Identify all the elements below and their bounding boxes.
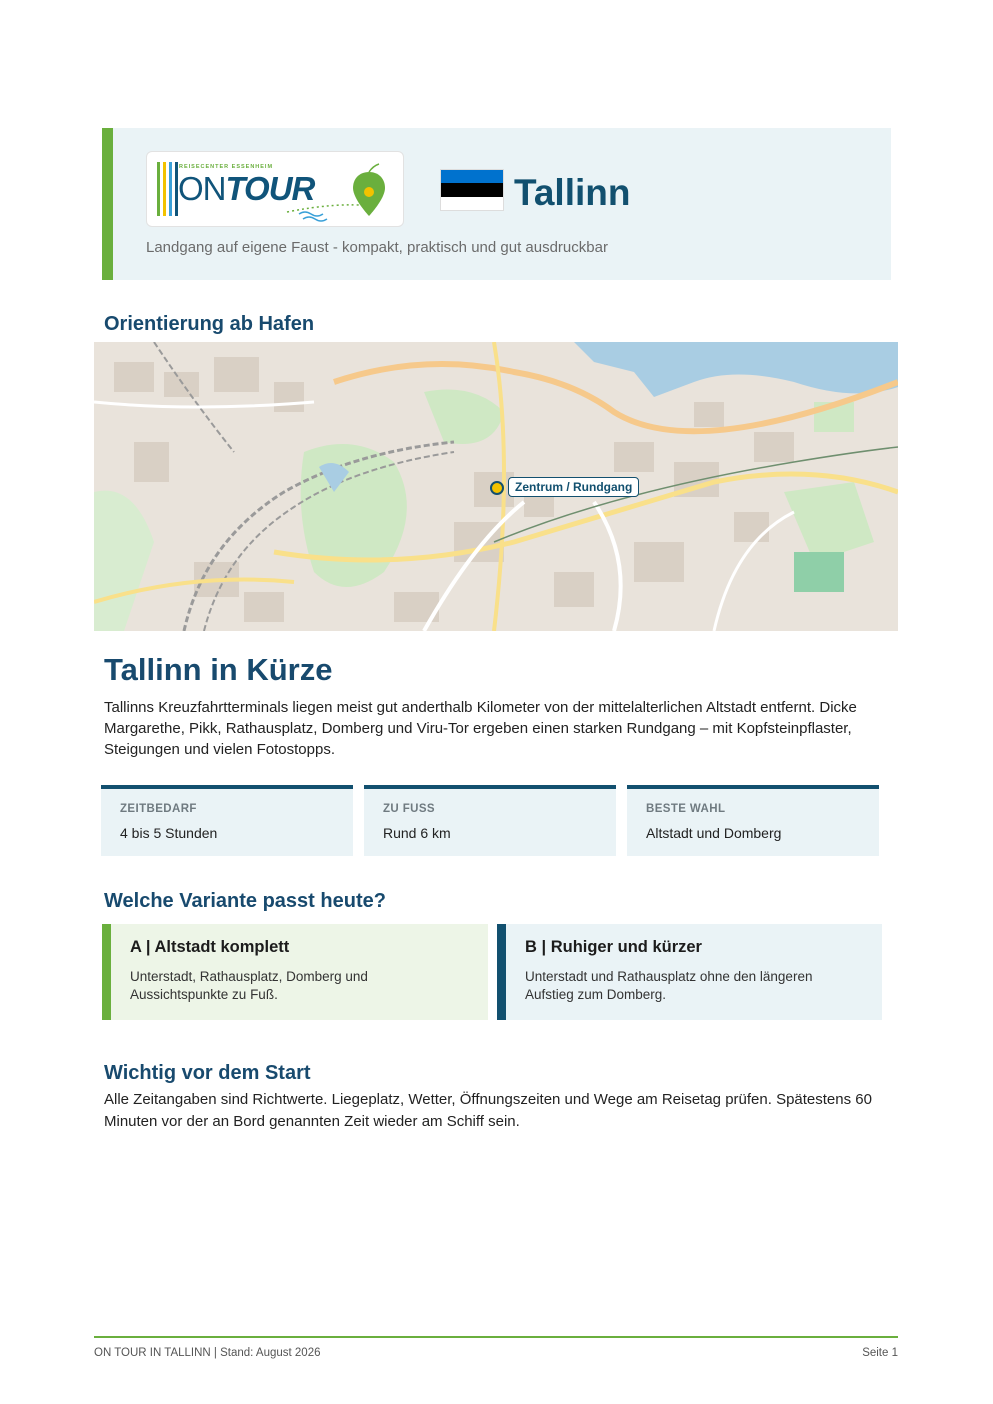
summary-heading: Tallinn in Kürze xyxy=(104,652,333,687)
fact-value: 4 bis 5 Stunden xyxy=(120,825,218,841)
variant-description: Unterstadt und Rathausplatz ohne den längeren Aufstieg zum Domberg. xyxy=(525,969,813,1002)
ontour-logo xyxy=(146,151,404,227)
header-box xyxy=(102,128,891,280)
logo-subtitle: REISECENTER ESSENHEIM xyxy=(179,164,274,170)
estonia-flag-icon xyxy=(440,169,504,211)
map-label-center[interactable]: Zentrum / Rundgang xyxy=(508,477,639,497)
variant-description: Unterstadt, Rathausplatz, Domberg und Aussichtspunkte zu Fuß. xyxy=(130,969,368,1002)
fact-value: Rund 6 km xyxy=(383,825,451,841)
map-marker-icon[interactable] xyxy=(490,481,504,495)
variant-card-a xyxy=(102,924,488,1020)
location-pin-icon xyxy=(277,162,397,222)
logo-wordmark: ONTOUR xyxy=(178,170,315,207)
notice-text: Alle Zeitangaben sind Richtwerte. Liegeplatz, Wetter, Öffnungszeiten und Wege am Reisetag prüfen. Spätestens 60 Minuten vor der an Bord genannten Zeit wieder am Schiff sein. xyxy=(104,1091,872,1130)
page-number: Seite 1 xyxy=(862,1347,898,1359)
fact-label: ZEITBEDARF xyxy=(120,803,197,815)
variant-title: B | Ruhiger und kürzer xyxy=(525,938,702,956)
fact-label: ZU FUSS xyxy=(383,803,435,815)
summary-text: Tallinns Kreuzfahrtterminals liegen meist gut anderthalb Kilometer von der mittelalterlichen Altstadt entfernt. Dicke Margarethe, Pikk, Rathausplatz, Domberg und Viru-Tor ergeben einen starken Rundgang – mit Kopfsteinpflaster, Steigungen und vielen Fotostopps. xyxy=(104,699,857,758)
orientation-heading: Orientierung ab Hafen xyxy=(104,313,315,335)
fact-value: Altstadt und Domberg xyxy=(646,825,782,841)
page-title: Tallinn xyxy=(514,172,631,213)
fact-label: BESTE WAHL xyxy=(646,803,726,815)
footer-text: ON TOUR IN TALLINN | Stand: August 2026 xyxy=(94,1347,321,1359)
footer-divider xyxy=(94,1336,898,1338)
fact-card-distance xyxy=(364,785,616,856)
fact-card-best-choice xyxy=(627,785,879,856)
variants-heading: Welche Variante passt heute? xyxy=(104,890,386,912)
variant-title: A | Altstadt komplett xyxy=(130,938,290,956)
notice-heading: Wichtig vor dem Start xyxy=(104,1062,311,1084)
variant-card-b xyxy=(497,924,882,1020)
city-map[interactable] xyxy=(94,342,898,631)
fact-card-time xyxy=(101,785,353,856)
tagline: Landgang auf eigene Faust - kompakt, praktisch und gut ausdruckbar xyxy=(146,239,608,256)
